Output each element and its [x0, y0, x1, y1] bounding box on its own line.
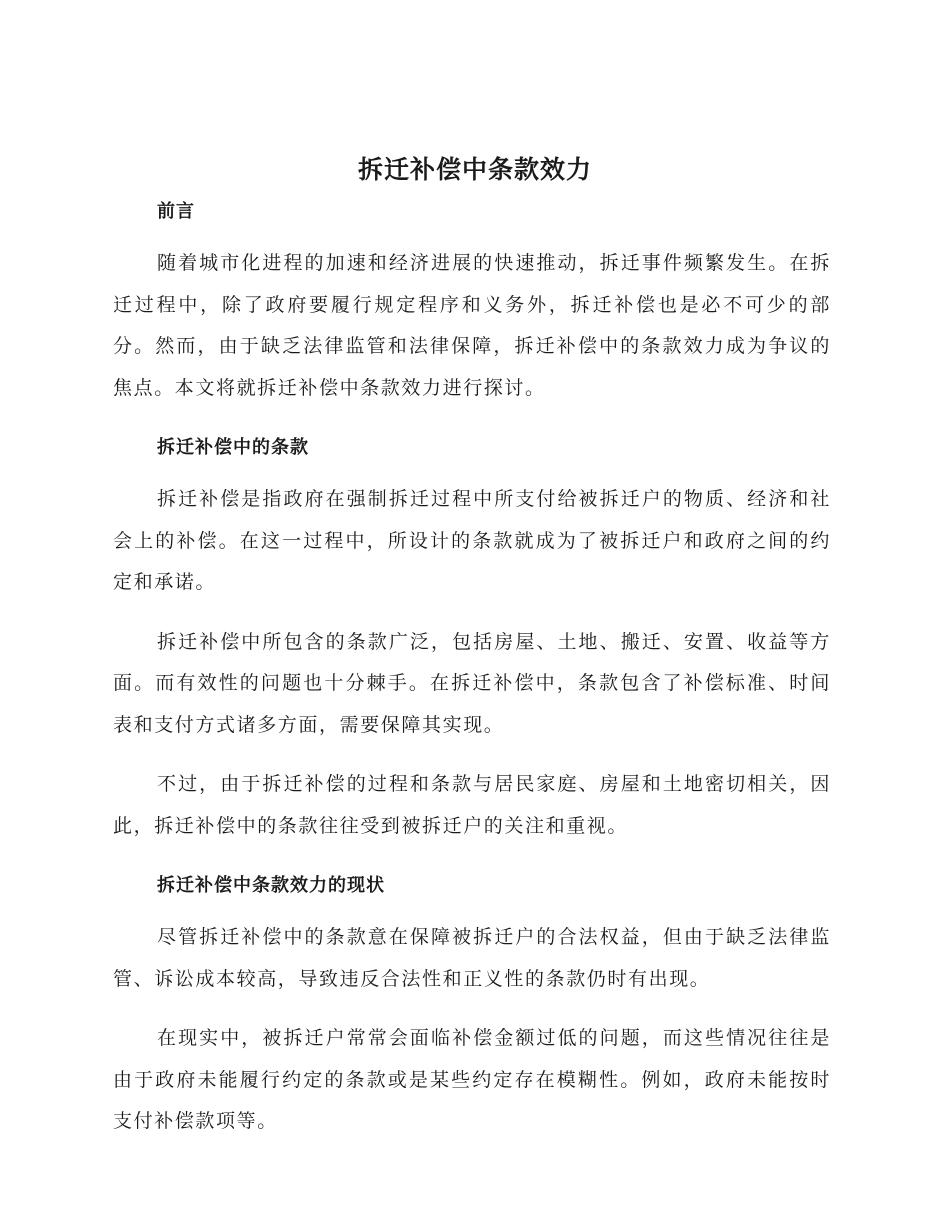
paragraph: 尽管拆迁补偿中的条款意在保障被拆迁户的合法权益，但由于缺乏法律监管、诉讼成本较高，导致违反合法性和正义性的条款仍时有出现。 [113, 926, 831, 990]
paragraph: 随着城市化进程的加速和经济进展的快速推动，拆迁事件频繁发生。在拆迁过程中，除了政府要履行规定程序和义务外，拆迁补偿也是必不可少的部分。然而，由于缺乏法律监管和法律保障，拆迁补偿中的条款效力成为争议的焦点。本文将就拆迁补偿中条款效力进行探讨。 [113, 252, 831, 399]
paragraph: 拆迁补偿是指政府在强制拆迁过程中所支付给被拆迁户的物质、经济和社会上的补偿。在这一过程中，所设计的条款就成为了被拆迁户和政府之间的约定和承诺。 [113, 488, 831, 593]
paragraph: 拆迁补偿中所包含的条款广泛，包括房屋、土地、搬迁、安置、收益等方面。而有效性的问题也十分棘手。在拆迁补偿中，条款包含了补偿标准、时间表和支付方式诸多方面，需要保障其实现。 [113, 630, 831, 736]
document-title: 拆迁补偿中条款效力 [357, 155, 592, 184]
document-body [113, 195, 831, 1143]
section-heading-status: 拆迁补偿中条款效力的现状 [157, 875, 385, 896]
section-heading-clauses: 拆迁补偿中的条款 [157, 437, 309, 458]
paragraph: 在现实中，被拆迁户常常会面临补偿金额过低的问题，而这些情况往往是由于政府未能履行约定的条款或是某些约定存在模糊性。例如，政府未能按时支付补偿款项等。 [113, 1027, 831, 1132]
section-heading-preface: 前言 [157, 201, 195, 222]
paragraph: 不过，由于拆迁补偿的过程和条款与居民家庭、房屋和土地密切相关，因此，拆迁补偿中的条款往往受到被拆迁户的关注和重视。 [113, 773, 831, 837]
